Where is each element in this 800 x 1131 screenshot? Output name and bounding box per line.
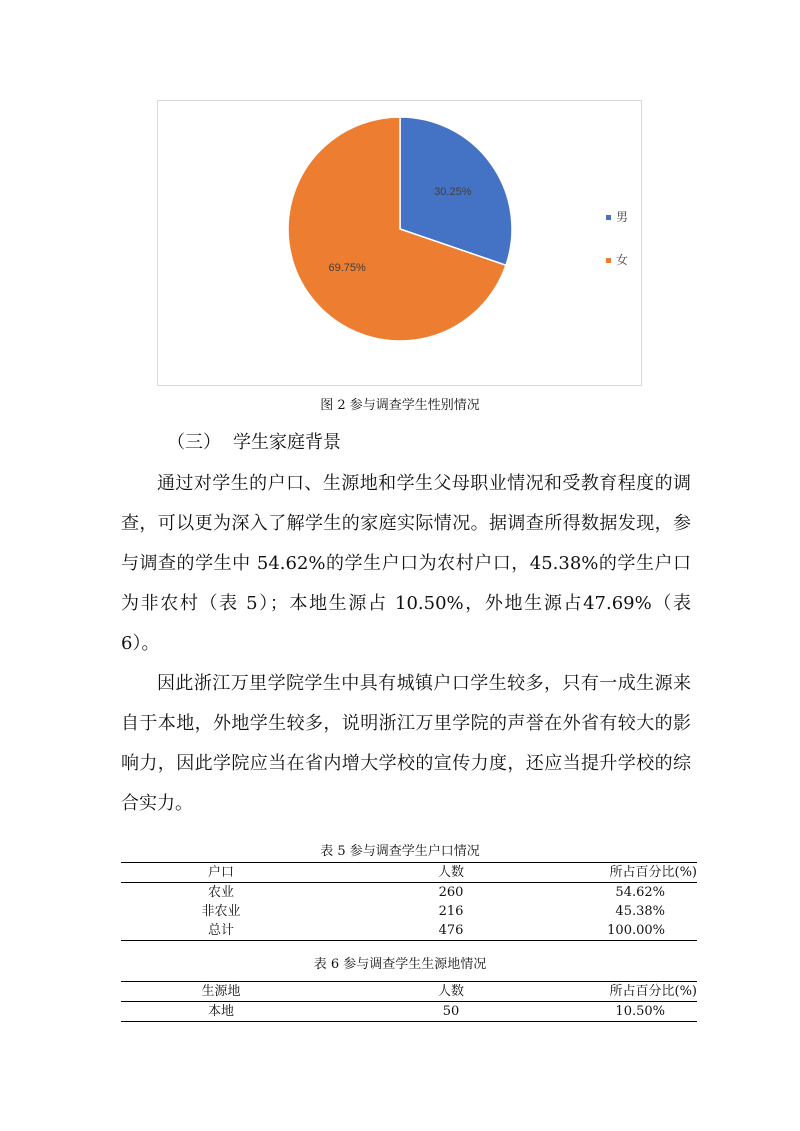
table-cell: 45.38%	[615, 904, 665, 919]
pie-chart-frame	[157, 100, 642, 386]
gender-pie-chart	[158, 101, 641, 385]
table6-header-cell: 所占百分比(%)	[581, 982, 697, 1002]
table-cell: 260	[438, 885, 464, 900]
pie-data-label: 69.75%	[328, 261, 366, 274]
table6-header-cell: 生源地	[121, 982, 321, 1002]
table5-header-cell: 人数	[321, 863, 581, 883]
legend-label: 女	[616, 253, 629, 267]
pie-data-label: 30.25%	[434, 186, 472, 199]
section-number: （三）	[167, 432, 221, 453]
table-row	[121, 921, 697, 941]
table-cell: 本地	[121, 1002, 321, 1022]
table-cell: 农业	[207, 885, 234, 900]
figure-caption: 图 2 参与调查学生性别情况	[320, 398, 480, 413]
table-cell: 100.00%	[581, 921, 697, 941]
legend-label: 男	[616, 210, 629, 224]
table-cell: 总计	[121, 921, 321, 941]
table5-header-row	[121, 863, 697, 883]
table5-caption: 表 5 参与调查学生户口情况	[320, 844, 480, 859]
table5	[121, 862, 697, 941]
table-cell: 54.62%	[615, 885, 665, 900]
table-cell: 476	[321, 921, 581, 941]
table5-header-cell: 户口	[121, 863, 321, 883]
table6-header-cell: 人数	[321, 982, 581, 1002]
table-cell: 216	[438, 904, 464, 919]
table6-caption: 表 6 参与调查学生生源地情况	[313, 957, 487, 972]
legend-swatch	[606, 258, 611, 263]
table-cell: 50	[321, 1002, 581, 1022]
table5-header-cell: 所占百分比(%)	[581, 863, 697, 883]
table-row	[121, 1002, 697, 1022]
table-cell: 10.50%	[581, 1002, 697, 1022]
table6	[121, 981, 697, 1022]
paragraph-2: 因此浙江万里学院学生中具有城镇户口学生较多，只有一成生源来自于本地，外地学生较多，说明浙江万里学院的声誉在外省有较大的影响力，因此学院应当在省内增大学校的宣传力度，还应当提升学校的综合实力。	[121, 673, 691, 814]
table-row	[121, 883, 697, 903]
table-row	[121, 902, 697, 921]
section-heading	[167, 431, 341, 455]
paragraph-1: 通过对学生的户口、生源地和学生父母职业情况和受教育程度的调查，可以更为深入了解学生的家庭实际情况。据调查所得数据发现，参与调查的学生中 54.62%的学生户口为农村户口，45.38%的学生户口为非农村（表 5）；本地生源占 10.50%，外地生源占47.69%（表 6）。	[121, 473, 691, 654]
table6-header-row	[121, 982, 697, 1002]
table-cell: 非农业	[201, 904, 241, 919]
section-title: 学生家庭背景	[233, 432, 341, 453]
legend-swatch	[606, 215, 611, 220]
